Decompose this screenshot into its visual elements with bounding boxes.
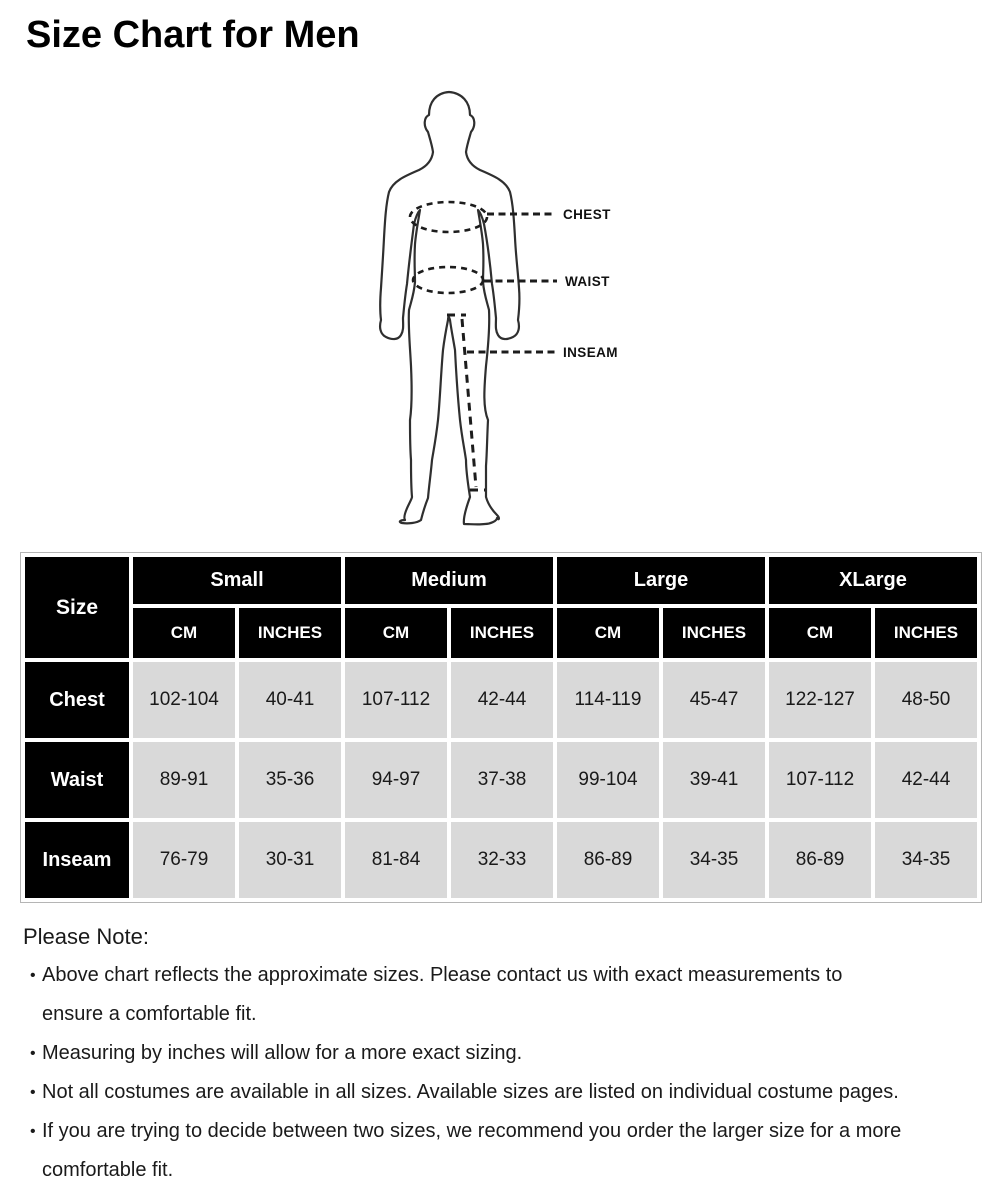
value-cell: 89-91	[133, 742, 235, 818]
inseam-label: INSEAM	[563, 345, 618, 360]
chest-measure-ellipse	[410, 202, 487, 232]
value-cell: 86-89	[769, 822, 871, 898]
value-cell: 42-44	[451, 662, 553, 738]
unit-header-xlarge-inches: INCHES	[875, 608, 977, 658]
unit-header-large-cm: CM	[557, 608, 659, 658]
size-corner-header: Size	[25, 557, 129, 658]
value-cell: 122-127	[769, 662, 871, 738]
bullet-marker: •	[30, 1123, 36, 1140]
page-title: Size Chart for Men	[26, 14, 360, 56]
table-header-row-groups	[25, 557, 977, 604]
body-outline	[380, 92, 519, 524]
value-cell: 32-33	[451, 822, 553, 898]
value-cell: 99-104	[557, 742, 659, 818]
value-cell: 42-44	[875, 742, 977, 818]
note-text: Not all costumes are available in all sizes. Available sizes are listed on individual costume pages.	[42, 1081, 899, 1103]
size-group-header-medium: Medium	[345, 557, 553, 604]
value-cell: 48-50	[875, 662, 977, 738]
unit-header-medium-inches: INCHES	[451, 608, 553, 658]
value-cell: 39-41	[663, 742, 765, 818]
unit-header-small-cm: CM	[133, 608, 235, 658]
value-cell: 40-41	[239, 662, 341, 738]
bullet-spacer	[23, 1151, 42, 1190]
note-item	[23, 1112, 983, 1151]
value-cell: 94-97	[345, 742, 447, 818]
value-cell: 45-47	[663, 662, 765, 738]
note-text: comfortable fit.	[42, 1159, 174, 1181]
bullet-marker: •	[30, 1045, 36, 1062]
table-header-row-units	[25, 608, 977, 658]
value-cell: 34-35	[663, 822, 765, 898]
size-group-header-xlarge: XLarge	[769, 557, 977, 604]
size-chart-table-wrap	[20, 552, 982, 903]
body-measurement-figure	[290, 85, 650, 545]
note-item	[23, 956, 983, 995]
unit-header-small-inches: INCHES	[239, 608, 341, 658]
bullet-spacer	[23, 995, 42, 1034]
body-figure-svg	[290, 85, 650, 545]
note-text: Above chart reflects the approximate sizes. Please contact us with exact measurements to	[42, 964, 843, 986]
unit-header-medium-cm: CM	[345, 608, 447, 658]
row-header-waist: Waist	[25, 742, 129, 818]
unit-header-large-inches: INCHES	[663, 608, 765, 658]
note-item-continuation	[23, 1151, 983, 1190]
value-cell: 86-89	[557, 822, 659, 898]
size-group-header-small: Small	[133, 557, 341, 604]
chest-label: CHEST	[563, 207, 611, 222]
note-item-continuation	[23, 995, 983, 1034]
value-cell: 114-119	[557, 662, 659, 738]
bullet-marker: •	[30, 967, 36, 984]
row-header-inseam: Inseam	[25, 822, 129, 898]
value-cell: 30-31	[239, 822, 341, 898]
value-cell: 102-104	[133, 662, 235, 738]
size-group-header-large: Large	[557, 557, 765, 604]
value-cell: 35-36	[239, 742, 341, 818]
table-row-chest	[25, 662, 977, 738]
waist-measure-ellipse	[413, 267, 483, 293]
size-chart-table	[21, 553, 981, 902]
value-cell: 34-35	[875, 822, 977, 898]
value-cell: 107-112	[769, 742, 871, 818]
bullet-marker: •	[30, 1084, 36, 1101]
row-header-chest: Chest	[25, 662, 129, 738]
note-text: ensure a comfortable fit.	[42, 1003, 257, 1025]
value-cell: 81-84	[345, 822, 447, 898]
note-item	[23, 1073, 983, 1112]
unit-header-xlarge-cm: CM	[769, 608, 871, 658]
value-cell: 37-38	[451, 742, 553, 818]
note-text: Measuring by inches will allow for a more exact sizing.	[42, 1042, 523, 1064]
note-item	[23, 1034, 983, 1073]
note-text: If you are trying to decide between two sizes, we recommend you order the larger size for a more	[42, 1120, 902, 1142]
value-cell: 107-112	[345, 662, 447, 738]
waist-label: WAIST	[565, 274, 610, 289]
notes-section	[23, 922, 983, 1190]
table-row-inseam	[25, 822, 977, 898]
value-cell: 76-79	[133, 822, 235, 898]
notes-title: Please Note:	[23, 924, 149, 949]
table-row-waist	[25, 742, 977, 818]
